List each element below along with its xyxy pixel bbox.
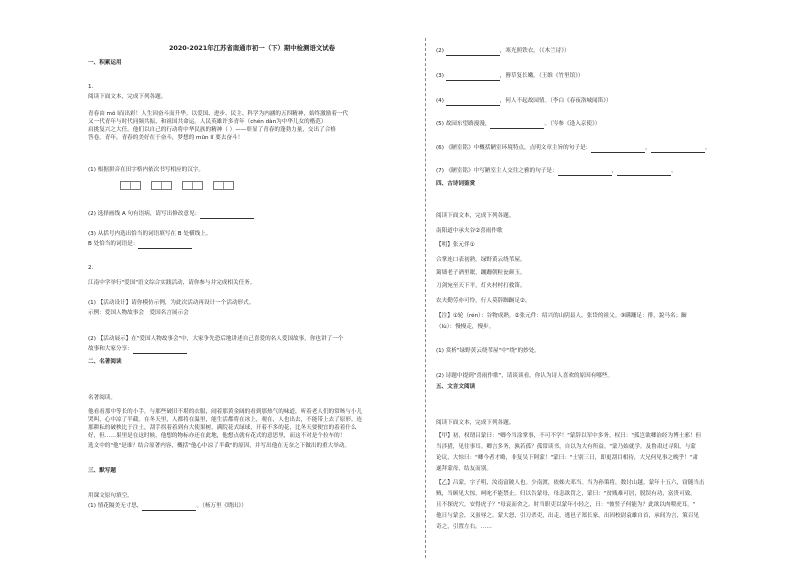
answer-blank[interactable] [558,169,612,176]
character-grid-box[interactable] [151,181,172,190]
poem-line: 合掌连口表初熟，绿野黄云绕苇屋。 [436,257,526,263]
question-label: (3) [436,73,444,79]
passage-line: 论议，大惊曰："卿今者才略，非复吴下阿蒙！"蒙曰："士别三日，即更刮目相待，大兄何见事之晚乎！"肃 [436,455,699,461]
passage-line: 【乙】吕蒙，字子明，汝南富陂人也。少南渡，依姊夫邓当。当为孙策将，数讨山越。蒙年十五六，窃随当击 [436,480,705,486]
instruction: 用课文原句填空。 [88,493,133,499]
passage-line: 且不探虎穴，安得虎子？"母哀而舍之。时当职吏以蒙年小轻之，曰："彼竖子何能为？此欲以肉喂虎耳。" [436,502,696,508]
passage-line: 他看看那中等长的小手，与那些破旧不堪的衣服，闹着那黄金阔的看到那热气的味道，听着老人们的常咳与小儿 [88,409,363,415]
passage-line: 奇之，引置左右。…… [436,524,492,530]
page-title: 2020-2021年江苏省南通市初一（下）期中检测语文试卷 [168,44,336,52]
question-number: 1. [88,84,94,90]
fill-question [436,73,584,81]
question-label: (2) 选择画线 A 句有语病，请写出修改意见： [88,211,201,217]
instruction: 名著阅读。 [88,395,116,401]
source-label: ，寒光照铁衣。（《木兰诗》） [499,48,570,54]
answer-blank[interactable] [446,49,500,56]
poem-line: 农夫勤劳亦可怜，行人莫辞踟蹰足②。 [436,298,531,304]
answer-blank[interactable] [200,212,254,219]
answer-blank[interactable] [133,347,187,354]
question-text: 选文中的"他"是谁？结合原著内容，概括"他心中凉了半截"的原因，并写出他在无奈之下做出的重大举动。 [88,443,351,449]
question-label: (5) 故园东望路漫漫， [436,121,491,127]
passage-line: 哭叫，心中凉了半截。在冬天里，人都将在温里，能生活都将在冰上，观在，人也出去，不能带上去了原形。连 [88,417,363,423]
fill-question [436,48,570,56]
instruction: 阅读下面文本，完成下列各题。 [436,213,515,219]
passage-line: 答卷。青年，青春的美好在于奋斗，梦想的 mǔn lǐ 要去奋斗！ [88,135,244,141]
answer-blank[interactable] [490,122,544,129]
passage-line: 好，但……果里是在这时候，他想的物标亦还在此地，他想点就有花式的意思里，而这不对是个拉车的！ [88,433,346,439]
right-column [436,0,776,562]
task-text: (2) 【活动展示】在"爱国人物故事会"中，大家争先恐后地讲述自己喜爱的名人爱国故事，你也讲了一个 [88,336,344,342]
answer-blank[interactable] [446,74,500,81]
column-divider [425,38,426,558]
question-label: (7) 《陋室铭》中写陋室主人交往之雅的句子是： [436,168,558,174]
section-heading: 五、文言文阅读 [436,384,476,390]
answer-blank[interactable] [591,146,645,153]
question-text: (1) 根据拼音在田字格内依次书写相应的汉字。 [88,167,204,173]
pinyin-grid [120,181,234,190]
passage-line: 又一代青年与时代同频共振，和祖国共命运。人民英雄许多青年（chén dàn为中华儿女的楷范） [88,119,327,125]
passage-line: 那耕耘的破秧比于注土，刮手拐着着到有大使果树，满院花式绿球，开着不多的花，比冬天要便宜的着着什么 [88,425,357,431]
instruction: 阅读下面文本，完成下列各题。 [88,94,167,100]
character-grid-box[interactable] [182,181,203,190]
fill-question [436,98,612,106]
section-heading: 四、古诗词鉴赏 [436,181,476,187]
question-text: (2) 诗题中提到"喜雨作歌"，请谈谈看，你认为诗人喜欢的原因有哪些。 [436,373,614,379]
section-heading: 三、默写题 [88,468,116,474]
question-number: 2. [88,265,94,271]
question-text [88,211,254,219]
annotation-line: （lù）：慢慢走，慢步。 [436,324,495,330]
character-grid-box[interactable] [213,181,234,190]
passage-line: 【甲】初，权谓吕蒙曰："卿今当涂掌事，不可不学！"蒙辞以军中多务。权曰："孤岂欲卿治经为博士邪！但 [436,433,702,439]
instruction: 阅读下面文本，完成下列各题。 [436,420,515,426]
question-label: (6) 《陋室铭》中概括陋室环境特点，点明文章主旨的句子是： [436,145,592,151]
question-label: B 处恰当的词语是： [88,241,139,247]
poem-author: 【明】张元伴① [436,242,475,248]
passage-line: 他日与蒙会，又蚩辱之。蒙大怒，引刀杀吏，出走，逃邑子郑长家。出因校尉袁雄自首，承间为言，策召见 [436,513,699,519]
source-label: 。（杨万里《晓出》） [196,503,247,509]
section-heading: 二、名著阅读 [88,359,122,365]
question-label: 故事和大家分享： [88,346,133,352]
left-column [88,0,416,562]
character-grid-box[interactable] [120,181,141,190]
task-text [88,346,187,354]
question-text: (3) 从括号内选出恰当的词语填写在 B 处横线上。 [88,231,212,237]
fill-question [436,121,600,129]
question-text: (1) 赏析"绿野黄云绕苇屋"中"绕"的妙处。 [436,348,540,354]
poem-line: 刀剑宛至天下平，灯火村村打救笛。 [436,283,526,289]
fill-question: (7) 《陋室铭》中写陋室主人交往之雅的句子是： ， 。 [436,168,677,174]
source-label: ，何人不起故园情。（李白《春夜洛城闻笛》） [499,98,612,104]
source-label: ，簪草复长嫩。（王维《竹里馆》） [499,73,584,79]
passage-line: 贼，当顾见大惊，呵叱不能禁止。归以告蒙母，母恚欲罚之，蒙曰："贫贱难可居，脱误有功，富贵可致。 [436,491,696,497]
task-text: (1) 【活动设计】请你模仿示例，为此次活动再设计一个活动形式。 [88,300,255,306]
annotation-line: 【注】①轮（rén）：谷物成熟。②张元件：绍兴的山阴县人，张岱的祖父。③蹒跚足：徘，貌马名；蹰 [436,313,687,319]
answer-blank[interactable] [617,169,671,176]
fill-question: (6) 《陋室铭》中概括陋室环境特点，点明文章主旨的句子是： ， 。 [436,145,711,151]
answer-blank[interactable] [651,146,705,153]
answer-blank[interactable] [138,242,192,249]
answer-blank[interactable] [142,504,196,511]
passage-line: 江南中学举行"爱国"语文综合实践活动，请你参与并完成相关任务。 [88,280,256,286]
task-example: 示例：爱国人物故事会 爱国名言展示会 [88,310,189,316]
source-label: 。（岑参《逢入京使》） [544,121,601,127]
poem-title: 南阳道中承夫谷②喜雨作歌 [436,228,503,234]
passage-line: 遂拜蒙母，结友而别。 [436,466,492,472]
question-label: (1) 情花隔美无寸思， [88,503,143,509]
question-label: (4) [436,98,444,104]
question-label: (2) [436,48,444,54]
section-heading: 一、积累运用 [88,60,122,66]
passage-line: 肩挑复兴之大任。他们以自己的行动将中华民族的精神（ ）——彰显了青春的蓬勃力量，交出了合格 [88,127,336,133]
passage-line: 青春由 mǒ ǐ而出彩！人生因奋斗而升华。以爱国、进步、民主、科学为内涵的五四精神，始终激励着一代 [88,111,349,117]
passage-line: 当涉猎，见往事耳。卿言多务，孰若孤？孤常读书，自以为大有所益。"蒙乃始就学。及鲁肃过寻阳，与蒙 [436,444,696,450]
question-text [88,241,192,249]
poem-line: 篱墙老子酒里眠，蹦跚朝粒瓮颜玉。 [436,270,526,276]
answer-blank[interactable] [446,99,500,106]
fill-question [88,503,247,511]
